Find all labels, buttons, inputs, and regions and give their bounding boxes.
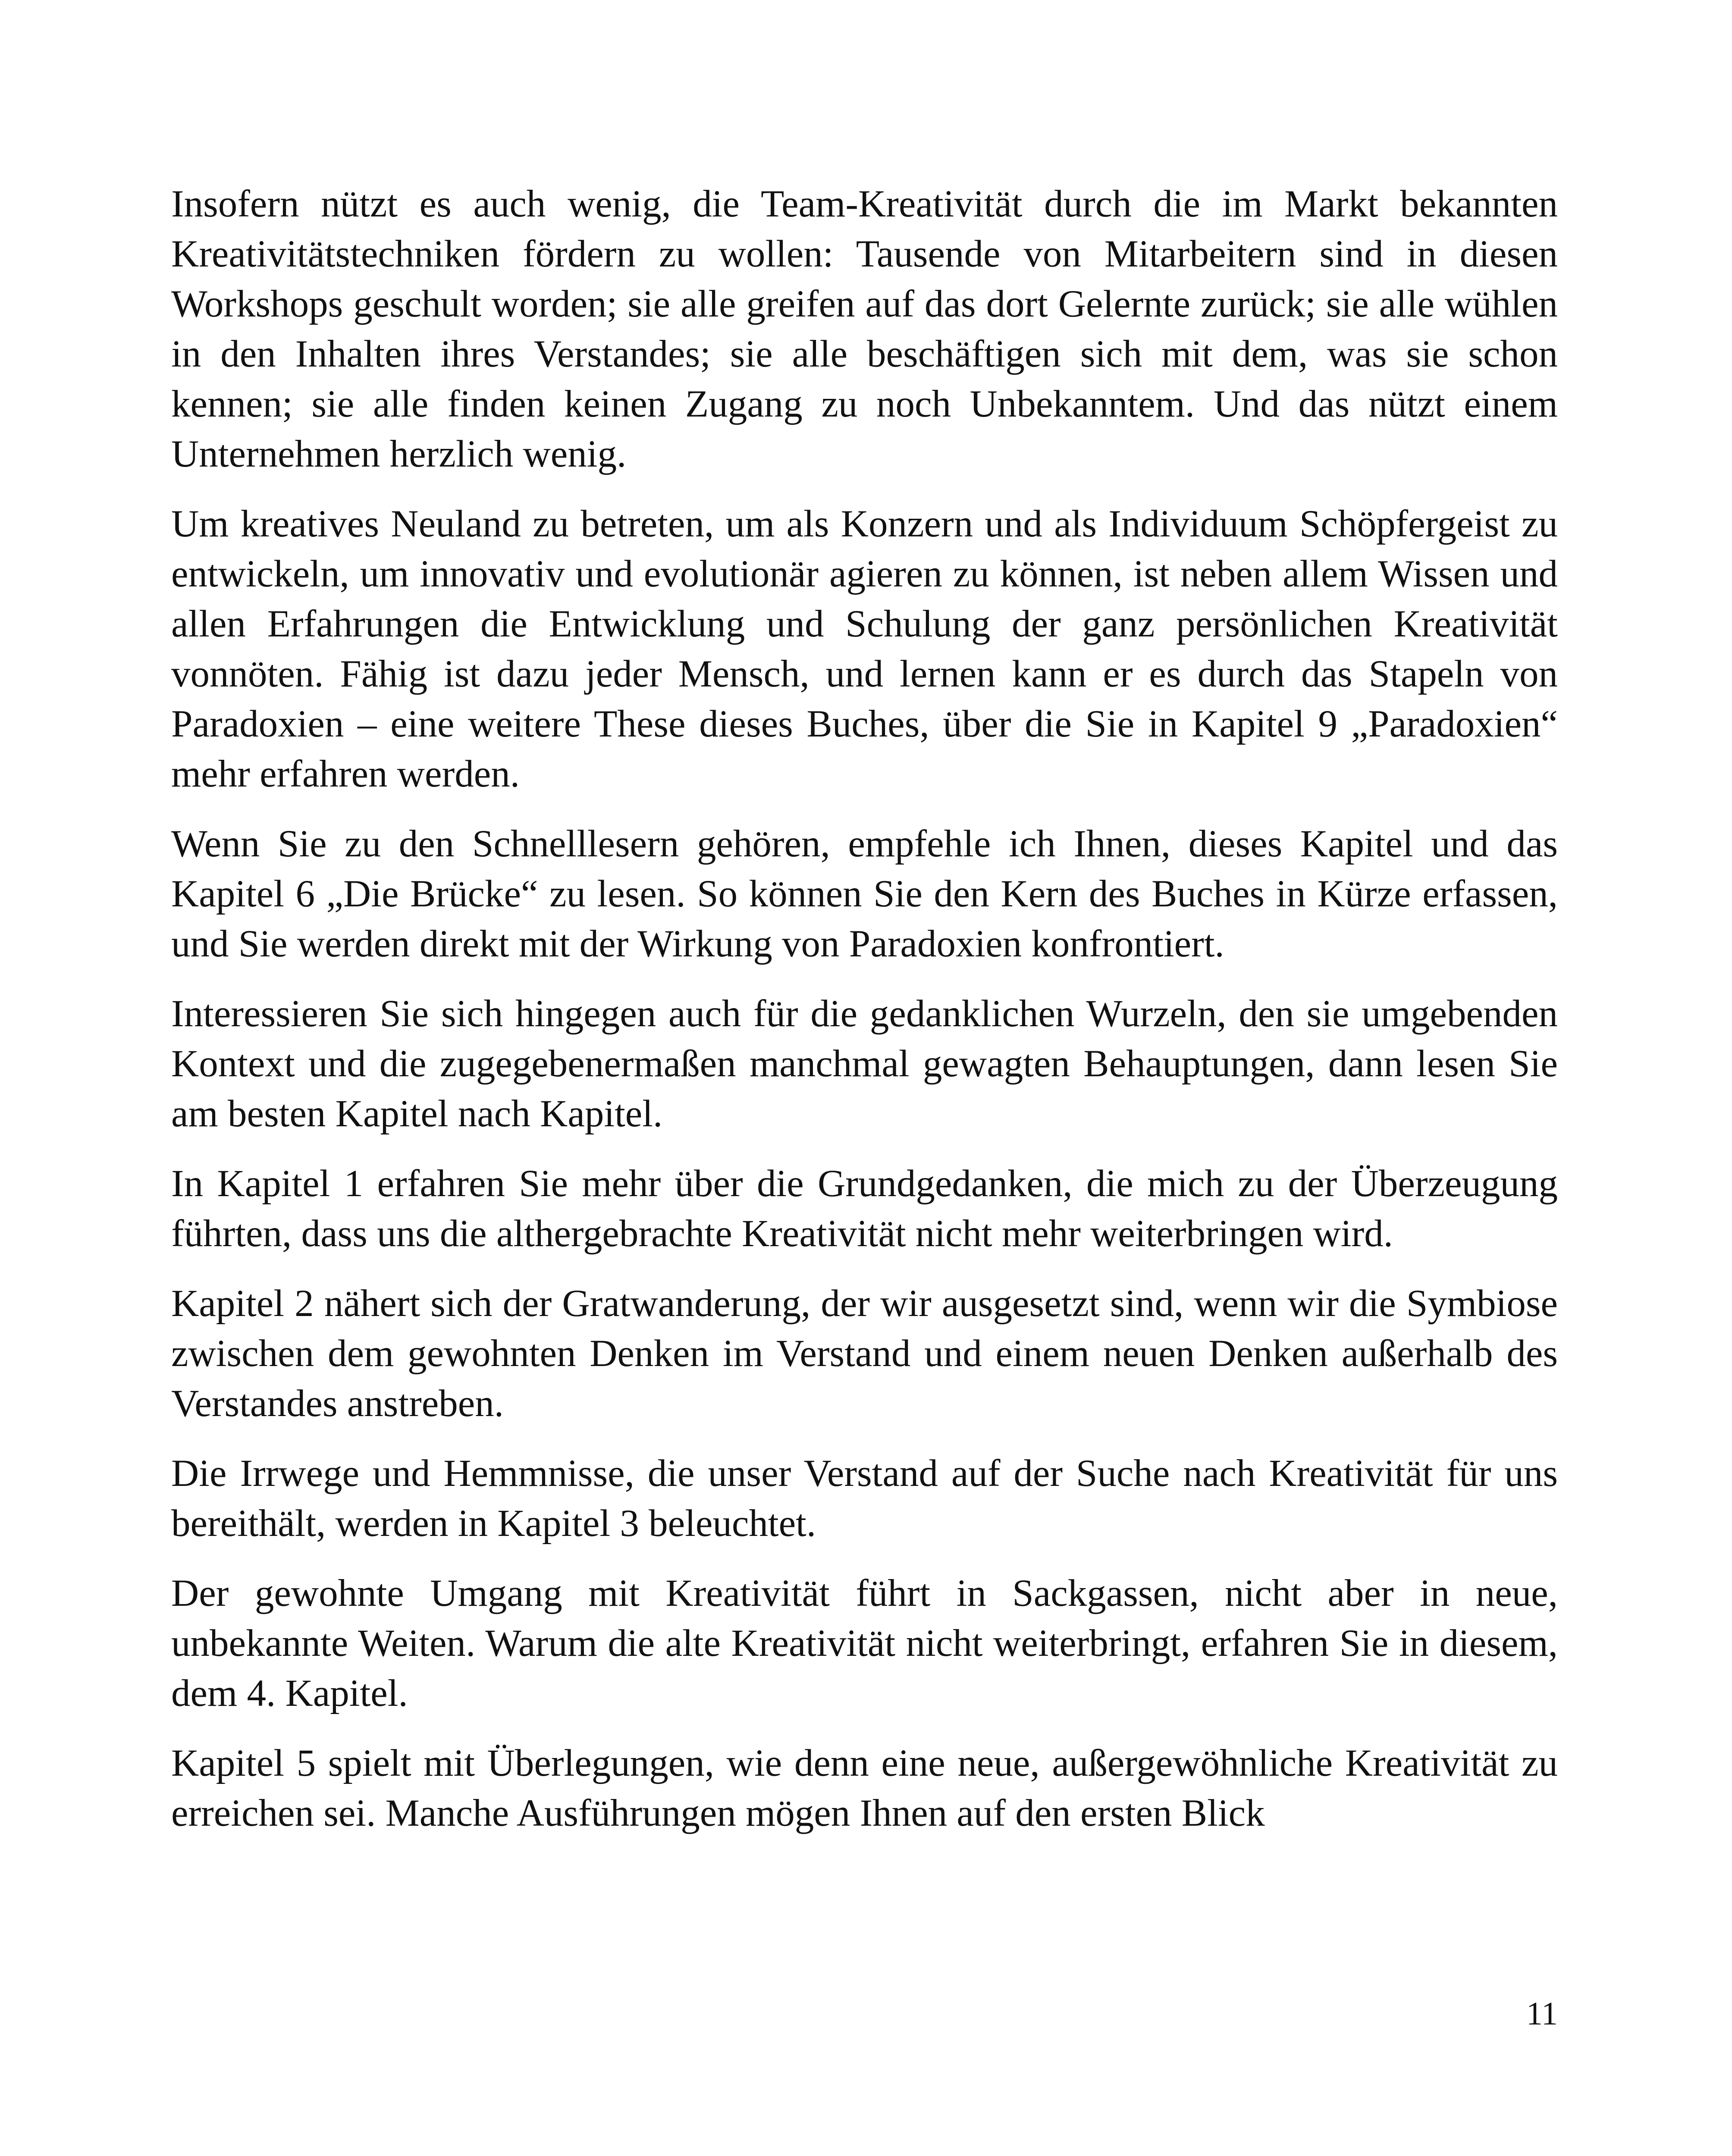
body-text [171, 179, 1558, 1858]
paragraph-4: Interessieren Sie sich hingegen auch für die gedanklichen Wurzeln, den sie umgebenden Kontext und die zugegebenermaßen manchmal gewagten Behauptungen, dann lesen Sie am besten Kapitel nach Kapitel. [171, 993, 1558, 1135]
paragraph-3: Wenn Sie zu den Schnelllesern gehören, empfehle ich Ihnen, dieses Kapitel und das Kapitel 6 „Die Brücke“ zu lesen. So können Sie den Kern des Buches in Kürze erfassen, und Sie werden direkt mit der Wirkung von Paradoxien konfrontiert. [171, 823, 1558, 965]
paragraph-2: Um kreatives Neuland zu betreten, um als Konzern und als Individuum Schöpfergeist zu entwickeln, um innovativ und evolutionär agieren zu können, ist neben allem Wissen und allen Erfahrungen die Entwicklung und Schulung der ganz persönlichen Kreativität vonnöten. Fähig ist dazu jeder Mensch, und lernen kann er es durch das Stapeln von Paradoxien – eine weitere These dieses Buches, über die Sie in Kapitel 9 „Paradoxien“ mehr erfahren werden. [171, 503, 1558, 795]
paragraph-6: Kapitel 2 nähert sich der Gratwanderung, der wir ausgesetzt sind, wenn wir die Symbiose zwischen dem gewohnten Denken im Verstand und einem neuen Denken außerhalb des Verstandes anstreben. [171, 1282, 1558, 1425]
paragraph-9: Kapitel 5 spielt mit Überlegungen, wie denn eine neue, außergewöhnliche Kreativität zu erreichen sei. Manche Ausführungen mögen Ihnen auf den ersten Blick [171, 1742, 1558, 1834]
paragraph-7: Die Irrwege und Hemmnisse, die unser Verstand auf der Suche nach Kreativität für uns bereithält, werden in Kapitel 3 beleuchtet. [171, 1452, 1558, 1545]
paragraph-5: In Kapitel 1 erfahren Sie mehr über die Grundgedanken, die mich zu der Überzeugung führten, dass uns die althergebrachte Kreativität nicht mehr weiterbringen wird. [171, 1163, 1558, 1255]
page-number: 11 [1526, 1996, 1558, 2032]
paragraph-8: Der gewohnte Umgang mit Kreativität führt in Sackgassen, nicht aber in neue, unbekannte Weiten. Warum die alte Kreativität nicht weiterbringt, erfahren Sie in diesem, dem 4. Kapitel. [171, 1572, 1558, 1714]
paragraph-1: Insofern nützt es auch wenig, die Team-Kreativität durch die im Markt bekannten Kreativitätstechniken fördern zu wollen: Tausende von Mitarbeitern sind in diesen Workshops geschult worden; sie alle greifen auf das dort Gelernte zurück; sie alle wühlen in den Inhalten ihres Verstandes; sie alle beschäftigen sich mit dem, was sie schon kennen; sie alle finden keinen Zugang zu noch Unbekanntem. Und das nützt einem Unternehmen herzlich wenig. [171, 183, 1558, 475]
